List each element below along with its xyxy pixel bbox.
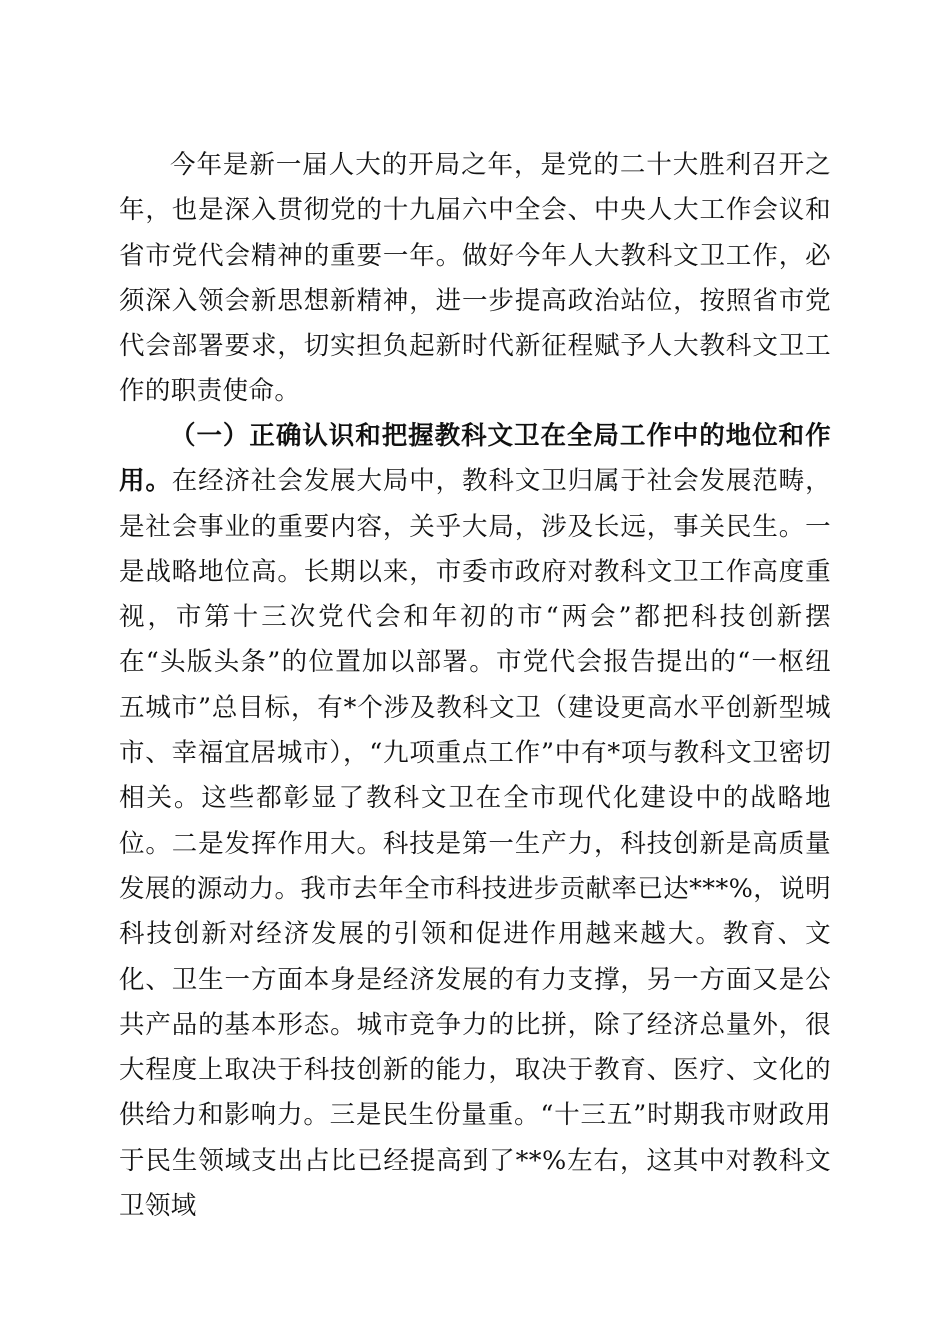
section-one-block — [119, 414, 831, 1229]
section-one-heading: （一）正确认识和把握教科文卫在全局工作中的地位和作用。 — [119, 421, 831, 497]
section-one-body: 在经济社会发展大局中，教科文卫归属于社会发展范畴，是社会事业的重要内容，关乎大局，涉及长远，事关民生。一是战略地位高。长期以来，市委市政府对教科文卫工作高度重视，市第十三次党代会和年初的市“两会”都把科技创新摆在“头版头条”的位置加以部署。市党代会报告提出的“一枢纽五城市”总目标，有*个涉及教科文卫（建设更高水平创新型城市、幸福宜居城市），“九项重点工作”中有*项与教科文卫密切相关。这些都彰显了教科文卫在全市现代化建设中的战略地位。二是发挥作用大。科技是第一生产力，科技创新是高质量发展的源动力。我市去年全市科技进步贡献率已达***%，说明科技创新对经济发展的引领和促进作用越来越大。教育、文化、卫生一方面本身是经济发展的有力支撑，另一方面又是公共产品的基本形态。城市竞争力的比拼，除了经济总量外，很大程度上取决于科技创新的能力，取决于教育、医疗、文化的供给力和影响力。三是民生份量重。“十三五”时期我市财政用于民生领域支出占比已经提高到了**%左右，这其中对教科文卫领域 — [119, 466, 831, 1222]
intro-paragraph: 今年是新一届人大的开局之年，是党的二十大胜利召开之年，也是深入贯彻党的十九届六中全会、中央人大工作会议和省市党代会精神的重要一年。做好今年人大教科文卫工作，必须深入领会新思想新精神，进一步提高政治站位，按照省市党代会部署要求，切实担负起新时代新征程赋予人大教科文卫工作的职责使命。 — [119, 150, 831, 407]
intro-paragraph-block — [119, 143, 831, 415]
section-one-paragraph — [119, 414, 831, 1229]
